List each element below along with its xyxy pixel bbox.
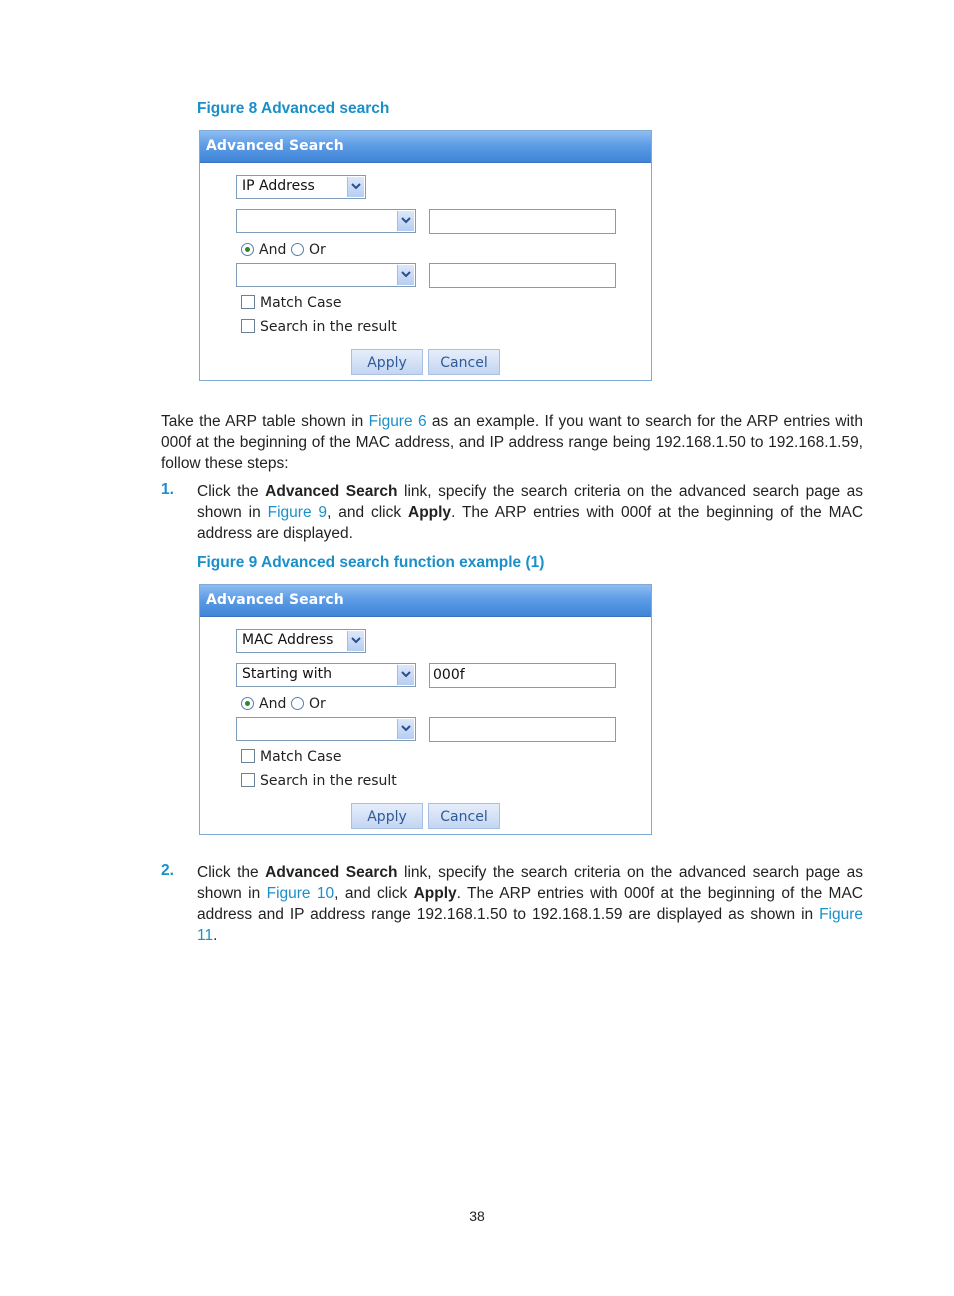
page-number: 38 [469,1208,485,1224]
value-input-1-text: 000f [433,667,465,683]
step-text: link, specify the search criteria on the advanced search page as shown in [197,483,863,521]
search-in-result-checkbox[interactable] [241,773,255,787]
step-text: link, specify the search criteria on the advanced search page as shown in [197,864,863,902]
match-case-checkbox[interactable] [241,749,255,763]
value-input-1[interactable] [429,663,616,688]
step-1-paragraph [197,481,863,544]
and-radio[interactable] [241,243,254,256]
apply-button[interactable]: Apply [351,803,423,829]
value-input-2[interactable] [429,263,616,288]
or-radio[interactable] [291,697,304,710]
or-label: Or [309,696,326,712]
advanced-search-panel-fig9 [199,584,652,835]
field-select-value: IP Address [242,178,315,194]
condition-select-1[interactable] [236,663,416,687]
intro-text-continued: as an example. If you want to search for the ARP entries with 000f at the beginning of the MAC address, and IP address range being 192.168.1.50 to 192.168.1.59, follow these steps: [161,413,863,472]
panel-title: Advanced Search [200,131,651,163]
value-input-2[interactable] [429,717,616,742]
chevron-down-icon[interactable] [397,719,414,739]
field-select[interactable] [236,175,366,199]
step-1-number: 1. [161,481,174,498]
chevron-down-icon[interactable] [347,631,364,651]
condition-select-2[interactable] [236,717,416,741]
step-text: , and click [327,504,408,521]
logic-radio-group [241,696,361,714]
field-select-value: MAC Address [242,632,334,648]
step-text: . [213,927,218,944]
figure-6-link[interactable]: Figure 6 [368,413,427,430]
figure-9-caption: Figure 9 Advanced search function example (1) [197,554,545,571]
or-label: Or [309,242,326,258]
figure-11-link[interactable]: Figure 11 [197,906,863,944]
match-case-label: Match Case [260,749,342,765]
step-text: , and click [334,885,414,902]
intro-paragraph [161,411,863,474]
step-bold: Apply [413,885,457,902]
cancel-button[interactable]: Cancel [428,803,500,829]
and-label: And [259,696,287,712]
figure-8-caption: Figure 8 Advanced search [197,100,390,117]
chevron-down-icon[interactable] [397,211,414,231]
step-text: Click the [197,864,266,881]
figure-9-link[interactable]: Figure 9 [267,504,328,521]
step-text: . The ARP entries with 000f at the beginning of the MAC address and IP address range 192.168.1.50 to 192.168.1.59 are displayed as shown in [197,885,863,923]
and-label: And [259,242,287,258]
match-case-label: Match Case [260,295,342,311]
search-in-result-label: Search in the result [260,319,397,335]
condition-select-1-value: Starting with [242,666,333,682]
advanced-search-panel-fig8 [199,130,652,381]
step-bold: Advanced Search [265,864,398,881]
value-input-1[interactable] [429,209,616,234]
match-case-checkbox[interactable] [241,295,255,309]
chevron-down-icon[interactable] [347,177,364,197]
step-bold: Advanced Search [265,483,398,500]
condition-select-1[interactable] [236,209,416,233]
logic-radio-group [241,242,361,260]
step-2-paragraph [197,862,863,946]
step-bold: Apply [408,504,452,521]
condition-select-2[interactable] [236,263,416,287]
field-select[interactable] [236,629,366,653]
search-in-result-label: Search in the result [260,773,397,789]
or-radio[interactable] [291,243,304,256]
figure-10-link[interactable]: Figure 10 [266,885,335,902]
step-2-number: 2. [161,862,174,879]
apply-button[interactable]: Apply [351,349,423,375]
chevron-down-icon[interactable] [397,265,414,285]
step-text: . The ARP entries with 000f at the beginning of the MAC address are displayed. [197,504,864,542]
and-radio[interactable] [241,697,254,710]
cancel-button[interactable]: Cancel [428,349,500,375]
intro-text: Take the ARP table shown in [161,413,369,430]
search-in-result-checkbox[interactable] [241,319,255,333]
chevron-down-icon[interactable] [397,665,414,685]
panel-title: Advanced Search [200,585,651,617]
step-text: Click the [197,483,266,500]
